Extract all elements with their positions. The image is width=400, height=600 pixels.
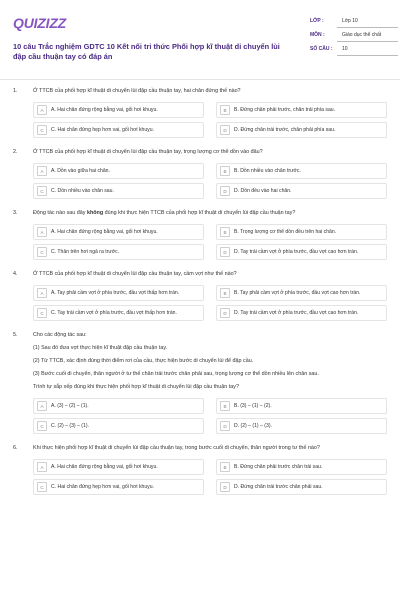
question-number: 1. [13, 88, 18, 94]
option-letter: D [220, 125, 230, 135]
meta-class [310, 18, 398, 28]
question-text: Khi thực hiện phối hợp kĩ thuật di chuyển lùi đập cầu thuận tay, trong bước cuối di chuyển, thân người trong tư thế nào? [33, 445, 320, 451]
option-text: B. Trọng lượng cơ thể dồn đều trên hai chân. [234, 229, 337, 235]
question-paragraph: (2) Từ TTCB, xác định đúng thời điểm rơi của cầu, thực hiện bước di chuyển lùi để đập cầu. [33, 358, 254, 364]
option-text: D. Dồn đều vào hai chân. [234, 188, 292, 194]
option-letter: D [220, 308, 230, 318]
question-item [13, 210, 387, 260]
answer-option-b[interactable] [216, 459, 387, 475]
answer-option-b[interactable] [216, 163, 387, 179]
option-letter: D [220, 421, 230, 431]
option-text: C. Tay trái cầm vợt ở phía trước, đầu vợt thấp hơn trán. [51, 310, 177, 316]
answer-option-d[interactable] [216, 418, 387, 434]
question-text: Cho các động tác sau: [33, 332, 87, 338]
option-letter: B [220, 166, 230, 176]
option-letter: A [37, 462, 47, 472]
answer-options [33, 102, 387, 138]
option-text: B. Đứng chân phải trước, chân trái phía sau. [234, 107, 336, 113]
option-letter: B [220, 227, 230, 237]
answer-option-c[interactable] [33, 305, 204, 321]
header-divider [0, 79, 400, 80]
answer-option-c[interactable] [33, 418, 204, 434]
question-item [13, 271, 387, 321]
answer-option-b[interactable] [216, 102, 387, 118]
question-text-emphasis: không [86, 210, 104, 216]
question-text: Ở TTCB của phối hợp kĩ thuật di chuyển lùi đập cầu thuận tay, hai chân đứng thế nào? [33, 88, 241, 94]
option-text: C. Hai chân đứng hẹp hơn vai, gối hơi khuỵu. [51, 484, 154, 490]
answer-option-c[interactable] [33, 183, 204, 199]
meta-count-value: 10 [337, 46, 398, 56]
question-item [13, 445, 387, 495]
question-number: 3. [13, 210, 18, 216]
answer-option-a[interactable] [33, 224, 204, 240]
option-text: D. Tay trái cầm vợt ở phía trước, đầu vợt cao hơn trán. [234, 249, 359, 255]
option-text: A. Tay phải cầm vợt ở phía trước, đầu vợt thấp hơn trán. [51, 290, 180, 296]
option-text: A. Hai chân đứng rộng bằng vai, gối hơi khuỵu. [51, 229, 158, 235]
option-text: B. Tay phải cầm vợt ở phía trước, đầu vợt cao hơn trán. [234, 290, 361, 296]
option-letter: A [37, 227, 47, 237]
option-text: B. Dồn nhiều vào chân trước. [234, 168, 301, 174]
question-number: 6. [13, 445, 18, 451]
meta-count [310, 46, 398, 56]
option-text: D. (2) – (1) – (3). [234, 423, 272, 429]
answer-option-d[interactable] [216, 305, 387, 321]
answer-options [33, 398, 387, 434]
answer-options [33, 224, 387, 260]
option-text: C. Thân trên hơi ngả ra trước. [51, 249, 120, 255]
answer-option-a[interactable] [33, 398, 204, 414]
answer-option-d[interactable] [216, 244, 387, 260]
option-letter: C [37, 421, 47, 431]
option-letter: B [220, 462, 230, 472]
option-text: C. Hai chân đứng hẹp hơn vai, gối hơi khuỵu. [51, 127, 154, 133]
meta-class-value: Lớp 10 [337, 18, 398, 28]
option-text: D. Tay trái cầm vợt ở phía trước, đầu vợt cao hơn trán. [234, 310, 359, 316]
answer-option-c[interactable] [33, 122, 204, 138]
question-number: 4. [13, 271, 18, 277]
option-text: C. (2) – (3) – (1). [51, 423, 89, 429]
option-letter: A [37, 166, 47, 176]
question-item [13, 149, 387, 199]
question-paragraph: (1) Sau đó đưa vợt thực hiện kĩ thuật đập cầu thuận tay. [33, 345, 168, 351]
answer-option-c[interactable] [33, 244, 204, 260]
option-letter: B [220, 105, 230, 115]
quizizz-logo: QUIZIZZ [13, 15, 67, 31]
option-letter: A [37, 401, 47, 411]
meta-subject [310, 32, 398, 42]
answer-option-d[interactable] [216, 122, 387, 138]
option-letter: C [37, 186, 47, 196]
option-text: B. Đứng chân phải trước chân trái sau. [234, 464, 323, 470]
question-item [13, 88, 387, 138]
answer-options [33, 285, 387, 321]
option-text: C. Dồn nhiều vào chân sau. [51, 188, 114, 194]
answer-option-a[interactable] [33, 459, 204, 475]
worksheet-meta [310, 18, 398, 60]
worksheet-header [13, 10, 387, 82]
question-text-pre: Động tác nào sau đây [33, 210, 87, 216]
meta-class-label: LỚP : [310, 18, 324, 24]
option-letter: A [37, 288, 47, 298]
question-paragraph: Trình tự sắp xếp đúng khi thực hiện phối hợp kĩ thuật di chuyển lùi đập cầu thuận tay? [33, 384, 239, 390]
answer-option-b[interactable] [216, 224, 387, 240]
option-text: D. Đứng chân trái trước chân phải sau. [234, 484, 323, 490]
question-text: Ở TTCB của phối hợp kĩ thuật di chuyển lùi đập cầu thuận tay, cầm vợt như thế nào? [33, 271, 237, 277]
meta-subject-label: MÔN : [310, 32, 325, 38]
answer-options [33, 459, 387, 495]
option-text: A. Hai chân đứng rộng bằng vai, gối hơi khuỵu. [51, 107, 158, 113]
question-text [33, 210, 387, 217]
option-letter: C [37, 482, 47, 492]
answer-option-d[interactable] [216, 183, 387, 199]
question-item [13, 332, 387, 434]
answer-options [33, 163, 387, 199]
answer-option-a[interactable] [33, 102, 204, 118]
option-text: A. Dồn vào giữa hai chân. [51, 168, 110, 174]
option-letter: D [220, 247, 230, 257]
option-letter: D [220, 482, 230, 492]
answer-option-b[interactable] [216, 285, 387, 301]
option-letter: C [37, 125, 47, 135]
option-letter: B [220, 288, 230, 298]
meta-count-label: SỐ CÂU : [310, 46, 333, 52]
question-text-post: đúng khi thực hiện TTCB của phối hợp kĩ thuật di chuyển lùi đập cầu thuận tay? [103, 210, 296, 216]
option-text: D. Đứng chân trái trước, chân phải phía sau. [234, 127, 336, 133]
worksheet-title: 10 câu Trắc nghiệm GDTC 10 Kết nối tri thức Phối hợp kĩ thuật di chuyển lùi đập cầu thuận tay có đáp án [13, 42, 280, 61]
question-number: 5. [13, 332, 18, 338]
option-letter: C [37, 308, 47, 318]
option-text: A. Hai chân đứng rộng bằng vai, gối hơi khuỵu. [51, 464, 158, 470]
answer-option-d[interactable] [216, 479, 387, 495]
answer-option-b[interactable] [216, 398, 387, 414]
option-letter: B [220, 401, 230, 411]
option-text: B. (3) – (1) – (2). [234, 403, 272, 409]
question-paragraph: (3) Bước cuối di chuyển, thân người ở tư thế chân trái trước chân phải sau, trọng lượng cơ thể dồn nhiều lên chân sau. [33, 371, 319, 377]
answer-option-a[interactable] [33, 285, 204, 301]
option-text: A. (3) – (2) – (1). [51, 403, 89, 409]
question-list [13, 88, 387, 506]
option-letter: C [37, 247, 47, 257]
meta-subject-value: Giáo dục thể chất [337, 32, 398, 42]
answer-option-a[interactable] [33, 163, 204, 179]
option-letter: A [37, 105, 47, 115]
question-number: 2. [13, 149, 18, 155]
option-letter: D [220, 186, 230, 196]
answer-option-c[interactable] [33, 479, 204, 495]
question-text: Ở TTCB của phối hợp kĩ thuật di chuyển lùi đập cầu thuận tay, trọng lượng cơ thể dồn vào đâu? [33, 149, 263, 155]
